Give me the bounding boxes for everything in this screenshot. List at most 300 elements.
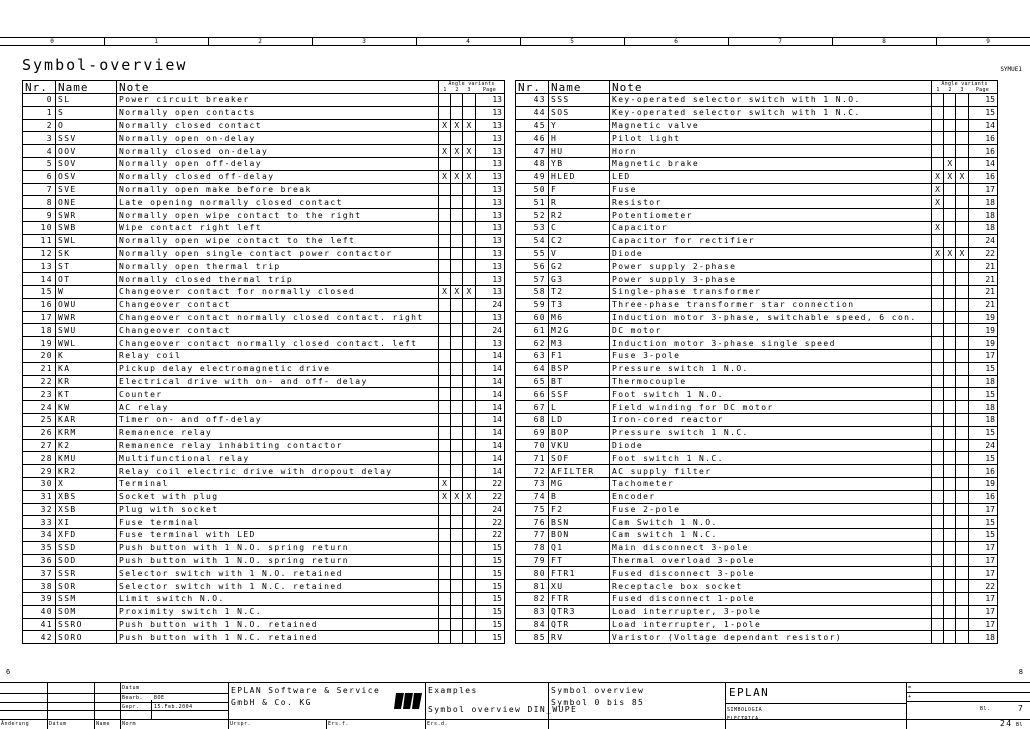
page-ref: 24 — [475, 298, 504, 311]
table-row — [516, 375, 998, 388]
row-number: 11 — [23, 234, 56, 247]
angle-variant-1 — [932, 234, 944, 247]
symbol-note: Key-operated selector switch with 1 N.C. — [610, 106, 932, 119]
angle-variant-3 — [463, 465, 475, 478]
page-ref: 13 — [475, 247, 504, 260]
row-number: 2 — [23, 119, 56, 132]
angle-variant-2 — [451, 567, 463, 580]
symbol-name: R — [549, 196, 610, 209]
angle-variant-1: X — [439, 490, 451, 503]
page-ref: 16 — [968, 465, 997, 478]
angle-variant-3 — [956, 94, 968, 107]
angle-variant-2 — [451, 401, 463, 414]
angle-variant-1 — [439, 260, 451, 273]
table-row — [516, 426, 998, 439]
page-ref: 17 — [968, 503, 997, 516]
table-row — [516, 593, 998, 606]
angle-variant-3 — [463, 452, 475, 465]
symbol-name: SWL — [56, 234, 117, 247]
row-number: 28 — [23, 452, 56, 465]
page-ref: 14 — [475, 401, 504, 414]
angle-variant-2 — [451, 247, 463, 260]
angle-variant-1 — [932, 119, 944, 132]
row-number: 56 — [516, 260, 549, 273]
ruler-column-5: 5 — [570, 38, 574, 45]
symbol-name: SSRO — [56, 618, 117, 631]
page-ref: 21 — [968, 298, 997, 311]
datum-label: Datum — [122, 685, 140, 691]
symbol-name: FTR1 — [549, 567, 610, 580]
bearb-label: Bearb. — [122, 695, 144, 701]
symbol-note: Fused disconnect 3-pole — [610, 567, 932, 580]
row-number: 63 — [516, 349, 549, 362]
symbol-name: SSV — [56, 132, 117, 145]
angle-variant-1: X — [439, 285, 451, 298]
row-number: 32 — [23, 503, 56, 516]
angle-variant-2 — [451, 439, 463, 452]
angle-variant-2 — [944, 503, 956, 516]
symbol-note: Remanence relay inhabiting contactor — [117, 439, 439, 452]
table-row — [516, 349, 998, 362]
note-header: Note — [610, 81, 932, 94]
table-row — [516, 196, 998, 209]
angle-variant-2 — [451, 234, 463, 247]
page-ref: 14 — [475, 439, 504, 452]
angle-variant-2 — [944, 631, 956, 644]
angle-variant-1 — [932, 477, 944, 490]
angle-variant-1: X — [932, 247, 944, 260]
page-ref: 16 — [968, 490, 997, 503]
table-row — [23, 477, 505, 490]
ruler-column-4: 4 — [466, 38, 470, 45]
page-label: Page — [482, 87, 497, 93]
electrica-label: ELECTRICA — [727, 716, 759, 722]
angle-variant-2 — [451, 311, 463, 324]
symbol-note: Push button with 1 N.C. retained — [117, 631, 439, 644]
symbol-note: Multifunctional relay — [117, 452, 439, 465]
page-ref: 15 — [475, 580, 504, 593]
row-number: 84 — [516, 618, 549, 631]
angle-variant-3 — [956, 618, 968, 631]
symbol-note: Normally closed on-delay — [117, 145, 439, 158]
angle-variant-3 — [956, 439, 968, 452]
table-row — [23, 119, 505, 132]
angle-variant-1 — [439, 324, 451, 337]
page-ref: 24 — [968, 234, 997, 247]
angle-2-label: 2 — [948, 87, 952, 93]
symbol-name: SSS — [549, 94, 610, 107]
angle-variant-3 — [956, 465, 968, 478]
row-number: 4 — [23, 145, 56, 158]
symbol-note: Push button with 1 N.O. retained — [117, 618, 439, 631]
page-ref: 24 — [475, 324, 504, 337]
angle-variant-1 — [439, 554, 451, 567]
angle-variant-3 — [463, 106, 475, 119]
angle-variant-2 — [451, 388, 463, 401]
angle-variant-2: X — [451, 119, 463, 132]
page-ref: 18 — [968, 209, 997, 222]
angle-variant-2 — [944, 567, 956, 580]
name-header: Name — [549, 81, 610, 94]
angle-variant-1 — [932, 490, 944, 503]
angle-variant-2 — [451, 605, 463, 618]
angle-variant-3 — [956, 349, 968, 362]
row-number: 43 — [516, 94, 549, 107]
drawing-title-1: Symbol overview — [551, 686, 645, 695]
angle-variant-3 — [956, 452, 968, 465]
page-ref: 13 — [475, 273, 504, 286]
table-row — [23, 490, 505, 503]
table-row — [23, 298, 505, 311]
angle-variant-1 — [932, 593, 944, 606]
symbol-note: Foot switch 1 N.O. — [610, 388, 932, 401]
symbol-note: Three-phase transformer star connection — [610, 298, 932, 311]
angle-variant-3 — [956, 298, 968, 311]
page-ref: 13 — [475, 94, 504, 107]
angle-variant-2 — [451, 529, 463, 542]
angle-variant-1 — [932, 567, 944, 580]
angle-variant-3 — [463, 234, 475, 247]
angle-variant-1 — [439, 465, 451, 478]
table-row — [516, 490, 998, 503]
angle-variant-1 — [439, 388, 451, 401]
symbol-table-left — [22, 80, 505, 644]
symbol-note: Power supply 3-phase — [610, 273, 932, 286]
symbol-note: Thermocouple — [610, 375, 932, 388]
row-number: 71 — [516, 452, 549, 465]
angle-variant-1 — [439, 580, 451, 593]
angle-variant-2 — [944, 298, 956, 311]
symbol-note: Induction motor 3-phase, switchable speed, 6 con. — [610, 311, 932, 324]
page-ref: 13 — [475, 260, 504, 273]
symbol-note: Socket with plug — [117, 490, 439, 503]
symbol-name: XU — [549, 580, 610, 593]
symbol-name: SSF — [549, 388, 610, 401]
symbol-name: S — [56, 106, 117, 119]
angle-variant-2 — [451, 516, 463, 529]
table-row — [516, 145, 998, 158]
symbol-note: Fused disconnect 1-pole — [610, 593, 932, 606]
angle-variant-3 — [956, 554, 968, 567]
page-ref: 16 — [968, 170, 997, 183]
symbol-name: H — [549, 132, 610, 145]
angle-variant-3 — [463, 580, 475, 593]
symbol-note: Thermal overload 3-pole — [610, 554, 932, 567]
angle-variant-1 — [439, 452, 451, 465]
angle-variant-1 — [932, 631, 944, 644]
angle-variant-1 — [932, 145, 944, 158]
angle-variant-1 — [932, 503, 944, 516]
angle-variant-2 — [451, 362, 463, 375]
table-row — [516, 94, 998, 107]
table-row — [23, 209, 505, 222]
angle-variant-2 — [944, 145, 956, 158]
angle-variant-3 — [463, 631, 475, 644]
row-number: 46 — [516, 132, 549, 145]
angle-variant-3 — [463, 157, 475, 170]
symbol-name: SOV — [56, 157, 117, 170]
symbol-name: KW — [56, 401, 117, 414]
table-row — [516, 311, 998, 324]
symbol-name: KA — [56, 362, 117, 375]
symbol-note: Magnetic valve — [610, 119, 932, 132]
symbol-note: Resistor — [610, 196, 932, 209]
symbol-note: Pressure switch 1 N.O. — [610, 362, 932, 375]
angle-variant-1 — [439, 375, 451, 388]
row-number: 81 — [516, 580, 549, 593]
ruler-column-6: 6 — [674, 38, 678, 45]
symbol-name: G2 — [549, 260, 610, 273]
angle-variant-3 — [956, 132, 968, 145]
aenderung-label: Änderung — [1, 721, 30, 727]
table-row — [516, 132, 998, 145]
angle-variant-3 — [463, 311, 475, 324]
symbol-name: SWU — [56, 324, 117, 337]
angle-variant-2 — [451, 349, 463, 362]
symbol-note: Receptacle box socket — [610, 580, 932, 593]
table-row — [23, 529, 505, 542]
angle-variant-2 — [451, 183, 463, 196]
angle-variant-1: X — [439, 119, 451, 132]
angle-variant-1 — [932, 132, 944, 145]
page-ref: 18 — [968, 221, 997, 234]
angle-variant-2: X — [944, 170, 956, 183]
symbol-note: Selector switch with 1 N.O. retained — [117, 567, 439, 580]
page-ref: 13 — [475, 234, 504, 247]
symbol-note: Pilot light — [610, 132, 932, 145]
page-ref: 15 — [968, 388, 997, 401]
angle-variant-1 — [932, 94, 944, 107]
symbol-name: BT — [549, 375, 610, 388]
angle-variants-label: Angle variants — [448, 81, 495, 87]
row-number: 42 — [23, 631, 56, 644]
symbol-note: Normally closed off-delay — [117, 170, 439, 183]
symbol-name: L — [549, 401, 610, 414]
row-number: 25 — [23, 413, 56, 426]
angle-variant-1 — [932, 260, 944, 273]
symbol-note: Capacitor for rectifier — [610, 234, 932, 247]
angle-variant-2 — [944, 477, 956, 490]
page-ref: 17 — [968, 554, 997, 567]
angle-variant-3 — [463, 426, 475, 439]
project-examples: Examples — [428, 686, 478, 695]
page-ref: 13 — [475, 337, 504, 350]
page-ref: 13 — [475, 183, 504, 196]
nr-header: Nr. — [516, 81, 549, 94]
angle-variant-3 — [463, 439, 475, 452]
angle-variant-3 — [956, 221, 968, 234]
symbol-name: SL — [56, 94, 117, 107]
total-sheets: 24 — [1000, 719, 1013, 728]
angle-variant-3 — [956, 273, 968, 286]
row-number: 15 — [23, 285, 56, 298]
angle-variant-1 — [439, 439, 451, 452]
symbol-note: AC relay — [117, 401, 439, 414]
symbol-note: Horn — [610, 145, 932, 158]
row-number: 24 — [23, 401, 56, 414]
angle-variant-1 — [439, 503, 451, 516]
symbol-note: DC motor — [610, 324, 932, 337]
page-ref: 15 — [968, 94, 997, 107]
angle-variant-2 — [451, 324, 463, 337]
angle-variant-1 — [932, 273, 944, 286]
table-row — [516, 273, 998, 286]
angle-variant-2 — [944, 260, 956, 273]
angle-variant-3 — [463, 503, 475, 516]
nr-header: Nr. — [23, 81, 56, 94]
simbologia-label: SIMBOLOGIA — [727, 707, 763, 713]
table-row — [23, 426, 505, 439]
angle-variant-1: X — [439, 477, 451, 490]
page-ref: 14 — [475, 426, 504, 439]
angle-variant-1 — [932, 362, 944, 375]
sheet-code: SYMUE1 — [1000, 66, 1022, 73]
symbol-name: XSB — [56, 503, 117, 516]
angle-variant-2 — [944, 465, 956, 478]
row-number: 31 — [23, 490, 56, 503]
angle-variant-2 — [944, 452, 956, 465]
table-row — [516, 183, 998, 196]
angle-variant-1 — [439, 209, 451, 222]
row-number: 50 — [516, 183, 549, 196]
symbol-note: Pickup delay electromagnetic drive — [117, 362, 439, 375]
symbol-note: Magnetic brake — [610, 157, 932, 170]
company-line2: GmbH & Co. KG — [231, 698, 312, 707]
symbol-name: YB — [549, 157, 610, 170]
symbol-name: F1 — [549, 349, 610, 362]
symbol-name: K2 — [56, 439, 117, 452]
symbol-name: V — [549, 247, 610, 260]
symbol-note: Normally open contacts — [117, 106, 439, 119]
angle-variant-2 — [451, 273, 463, 286]
symbol-name: KAR — [56, 413, 117, 426]
row-number: 17 — [23, 311, 56, 324]
angle-variant-2 — [451, 209, 463, 222]
page-ref: 15 — [475, 618, 504, 631]
angle-variant-1 — [439, 529, 451, 542]
angle-variant-3 — [956, 516, 968, 529]
angle-variant-3 — [463, 388, 475, 401]
page-ref: 15 — [968, 452, 997, 465]
row-number: 7 — [23, 183, 56, 196]
angle-variant-1 — [932, 401, 944, 414]
angle-variant-3 — [956, 477, 968, 490]
page-ref: 19 — [968, 311, 997, 324]
row-number: 60 — [516, 311, 549, 324]
row-number: 66 — [516, 388, 549, 401]
row-number: 21 — [23, 362, 56, 375]
table-row — [516, 477, 998, 490]
angle-variant-3 — [463, 324, 475, 337]
symbol-note: Potentiometer — [610, 209, 932, 222]
angle-variant-3 — [956, 605, 968, 618]
angle-variant-3 — [463, 516, 475, 529]
table-row — [516, 580, 998, 593]
symbol-note: Normally open wipe contact to the left — [117, 234, 439, 247]
table-row — [516, 119, 998, 132]
row-number: 10 — [23, 221, 56, 234]
angle-variant-2 — [944, 529, 956, 542]
row-number: 54 — [516, 234, 549, 247]
page-ref: 17 — [968, 593, 997, 606]
table-row — [23, 234, 505, 247]
table-row — [516, 209, 998, 222]
angle-variant-3 — [463, 567, 475, 580]
angle-variant-1 — [932, 452, 944, 465]
angle-variant-3 — [956, 541, 968, 554]
table-row — [23, 388, 505, 401]
symbol-note: Wipe contact right left — [117, 221, 439, 234]
symbol-name: SORO — [56, 631, 117, 644]
row-number: 48 — [516, 157, 549, 170]
table-row — [23, 605, 505, 618]
table-row — [23, 311, 505, 324]
page-title: Symbol-overview — [22, 56, 188, 74]
page-ref: 13 — [475, 311, 504, 324]
table-row — [516, 452, 998, 465]
page-ref: 15 — [475, 593, 504, 606]
symbol-note: Main disconnect 3-pole — [610, 541, 932, 554]
symbol-name: C2 — [549, 234, 610, 247]
row-number: 45 — [516, 119, 549, 132]
table-row — [516, 554, 998, 567]
angle-variant-3 — [463, 605, 475, 618]
symbol-name: SSD — [56, 541, 117, 554]
symbol-name: XI — [56, 516, 117, 529]
angle-variant-1 — [439, 221, 451, 234]
page-ref: 22 — [968, 247, 997, 260]
page-ref: 21 — [968, 273, 997, 286]
angle-variant-1 — [932, 580, 944, 593]
table-row — [516, 631, 998, 644]
symbol-note: Proximity switch 1 N.C. — [117, 605, 439, 618]
angle-variant-3 — [463, 362, 475, 375]
angle-variant-1: X — [932, 170, 944, 183]
angle-variant-3 — [463, 132, 475, 145]
angle-variant-2 — [451, 375, 463, 388]
row-number: 23 — [23, 388, 56, 401]
angle-variant-1 — [932, 311, 944, 324]
sheet-label: Bl. — [980, 706, 991, 712]
angle-variant-3 — [956, 324, 968, 337]
symbol-note: Capacitor — [610, 221, 932, 234]
company-line1: EPLAN Software & Service — [231, 686, 381, 695]
symbol-note: Varistor (Voltage dependant resistor) — [610, 631, 932, 644]
angle-variant-2: X — [451, 145, 463, 158]
page-ref: 22 — [475, 477, 504, 490]
row-number: 77 — [516, 529, 549, 542]
row-number: 49 — [516, 170, 549, 183]
symbol-note: Diode — [610, 247, 932, 260]
angle-variant-3 — [956, 413, 968, 426]
page-ref: 14 — [475, 388, 504, 401]
symbol-name: SOD — [56, 554, 117, 567]
page-ref: 15 — [968, 529, 997, 542]
angle-variant-1 — [439, 94, 451, 107]
angle-variant-3 — [956, 209, 968, 222]
angle-variant-2 — [451, 298, 463, 311]
table-row — [516, 567, 998, 580]
symbol-name: M6 — [549, 311, 610, 324]
row-number: 37 — [23, 567, 56, 580]
angle-variant-1 — [439, 273, 451, 286]
sheet-number: 7 — [1018, 704, 1025, 713]
symbol-note: Load interrupter, 1-pole — [610, 618, 932, 631]
symbol-name: SOS — [549, 106, 610, 119]
symbol-name: SOM — [56, 605, 117, 618]
symbol-name: QTR — [549, 618, 610, 631]
symbol-note: Power supply 2-phase — [610, 260, 932, 273]
